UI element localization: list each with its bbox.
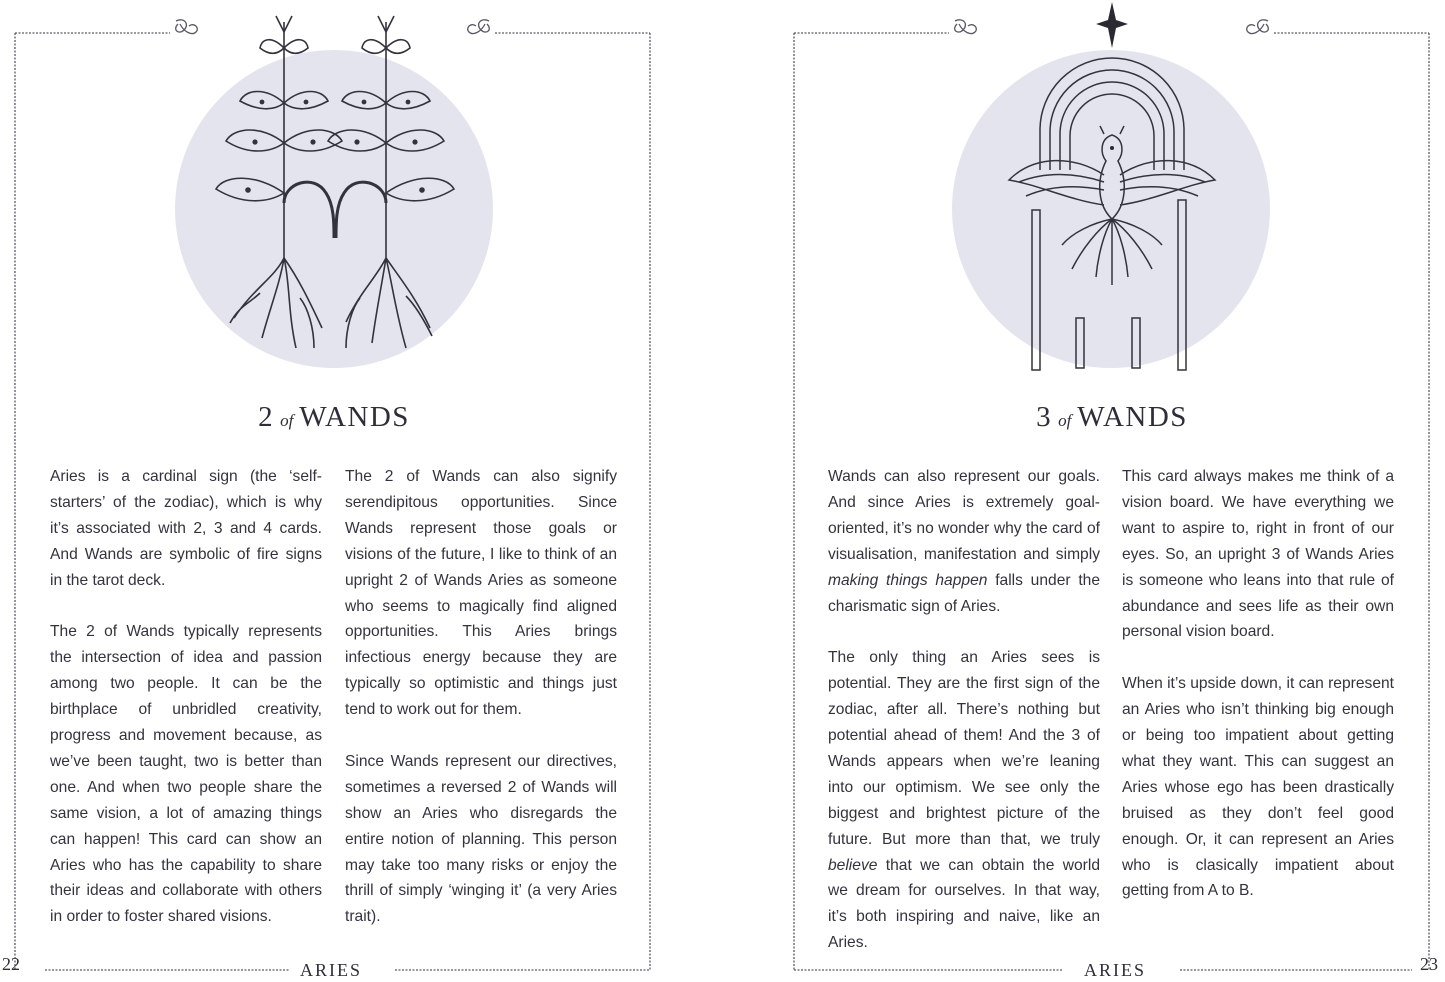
- right-page: [722, 0, 1445, 981]
- text-column-2: [1122, 464, 1394, 930]
- card-number: 2: [258, 401, 275, 433]
- card-of: of: [1058, 411, 1072, 430]
- page-number: 23: [1420, 954, 1438, 974]
- paragraph: Since Wands represent our directives, sometimes a reversed 2 of Wands will show an Aries who disregards the entire notion of planning. This person may take too many risks or enjoy the thrill of simply ‘winging it’ (a very Aries trait).: [345, 752, 617, 926]
- card-suit: WANDS: [1077, 401, 1188, 433]
- paragraph: When it’s upside down, it can represent an Aries who isn’t thinking big enough or being too impatient about getting what they want. This can suggest an Aries whose ego has been drastically bruised as they don’t feel good enough. Or, it can represent an Aries who is clasically impatient about getting from A to B.: [1122, 675, 1394, 900]
- text-column-2: [345, 464, 617, 956]
- paragraph: Wands can also represent our goals. And since Aries is extremely goal-oriented, it’s no wonder why the card of visualisation, manifestation and simply making things happen falls under the charismatic sign of Aries.: [828, 468, 1100, 615]
- card-title: [832, 401, 1392, 434]
- paragraph: Aries is a cardinal sign (the ‘self-starters’ of the zodiac), which is why it’s associated with 2, 3 and 4 cards. And Wands are symbolic of fire signs in the tarot deck.: [50, 468, 322, 589]
- aries-plant-illustration: [200, 8, 470, 363]
- paragraph: This card always makes me think of a vision board. We have everything we want to aspire to, right in front of our eyes. So, an upright 3 of Wands Aries is someone who leans into that rule of abundance and sees life as their own personal vision board.: [1122, 468, 1394, 641]
- left-page: [0, 0, 722, 981]
- star-icon: [1096, 2, 1128, 48]
- card-title: [0, 401, 668, 434]
- text-column-1: [50, 464, 322, 956]
- text-column-1: [828, 464, 1100, 982]
- card-suit: WANDS: [299, 401, 410, 433]
- card-of: of: [280, 411, 294, 430]
- paragraph: The 2 of Wands typically represents the intersection of idea and passion among two people. It can be the birthplace of unbridled creativity, progress and movement because, as we’ve been taught, two is better than one. And when two people share the same vision, a lot of amazing things can happen! This card can show an Aries who has the capability to share their ideas and collaborate with others in order to foster shared visions.: [50, 623, 322, 926]
- page-number: 22: [2, 954, 20, 974]
- card-number: 3: [1036, 401, 1053, 433]
- running-head: ARIES: [300, 960, 363, 980]
- running-head: ARIES: [1084, 960, 1147, 980]
- emphasis: making things happen: [828, 571, 988, 589]
- paragraph: The 2 of Wands can also signify serendipitous opportunities. Since Wands represent those goals or visions of the future, I like to think of an upright 2 of Wands Aries as someone who seems to magically find aligned opportunities. This Aries brings infectious energy because they are typically so optimistic and things just tend to work out for them.: [345, 468, 617, 719]
- bird-arch-illustration: [992, 0, 1232, 375]
- paragraph: The only thing an Aries sees is potential. They are the first sign of the zodiac, after all. There’s nothing but potential ahead of them! And the 3 of Wands appears when we’re leaning into our optimism. We see only the biggest and brightest picture of the future. But more than that, we truly believe that we can obtain the world we dream for ourselves. In that way, it’s both inspiring and naive, like an Aries.: [828, 649, 1100, 952]
- emphasis: believe: [828, 856, 878, 874]
